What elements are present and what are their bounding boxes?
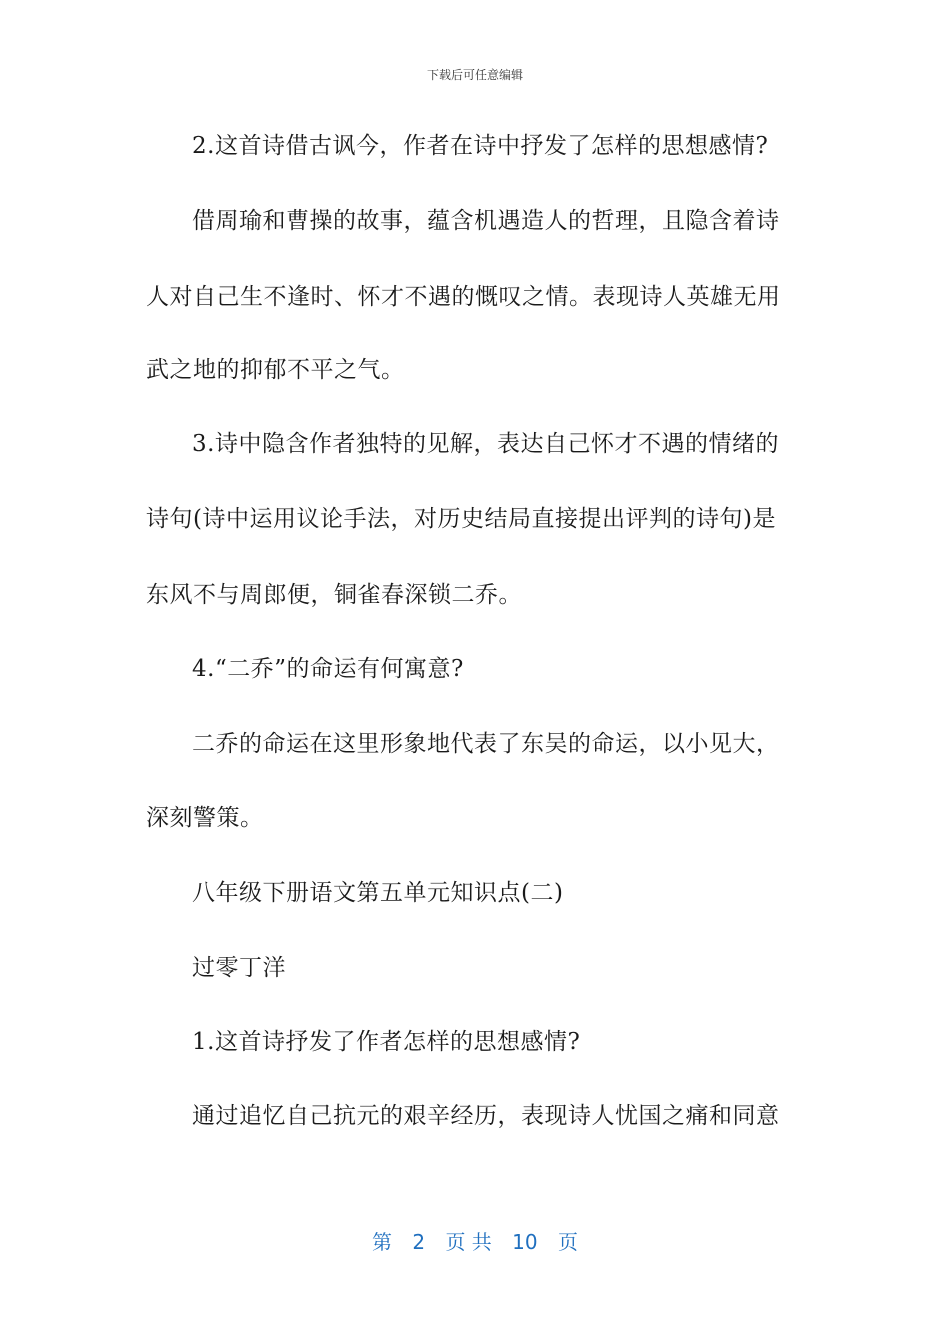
answer-1-line-1: 通过追忆自己抗元的艰辛经历，表现诗人忧国之痛和同意: [192, 1103, 780, 1129]
answer-2-line-3: 武之地的抑郁不平之气。: [146, 357, 405, 383]
question-1: 1.这首诗抒发了作者怎样的思想感情?: [192, 1029, 581, 1055]
question-3-line-2: 诗句(诗中运用议论手法，对历史结局直接提出评判的诗句)是: [146, 506, 776, 532]
answer-2-line-1: 借周瑜和曹操的故事，蕴含机遇造人的哲理，且隐含着诗: [192, 208, 780, 234]
footer-suffix: 页: [557, 1230, 578, 1254]
total-pages-number: 10: [512, 1230, 538, 1254]
question-4: 4.“二乔”的命运有何寓意?: [192, 656, 464, 682]
question-2: 2.这首诗借古讽今，作者在诗中抒发了怎样的思想感情?: [192, 133, 769, 159]
answer-4-line-1: 二乔的命运在这里形象地代表了东吴的命运，以小见大，: [192, 731, 780, 757]
answer-4-line-2: 深刻警策。: [146, 805, 264, 831]
answer-2-line-2: 人对自己生不逢时、怀才不遇的慨叹之情。表现诗人英雄无用: [146, 284, 781, 310]
answer-3: 东风不与周郎便，铜雀春深锁二乔。: [146, 582, 522, 608]
page-footer: [0, 1226, 950, 1255]
poem-title: 过零丁洋: [192, 955, 286, 981]
footer-prefix: 第: [372, 1230, 392, 1254]
header-note: 下载后可任意编辑: [426, 68, 523, 82]
current-page-number: 2: [412, 1230, 426, 1254]
footer-middle: 页 共: [445, 1230, 492, 1254]
question-3-line-1: 3.诗中隐含作者独特的见解，表达自己怀才不遇的情绪的: [192, 431, 779, 457]
section-title: 八年级下册语文第五单元知识点(二): [192, 880, 564, 906]
